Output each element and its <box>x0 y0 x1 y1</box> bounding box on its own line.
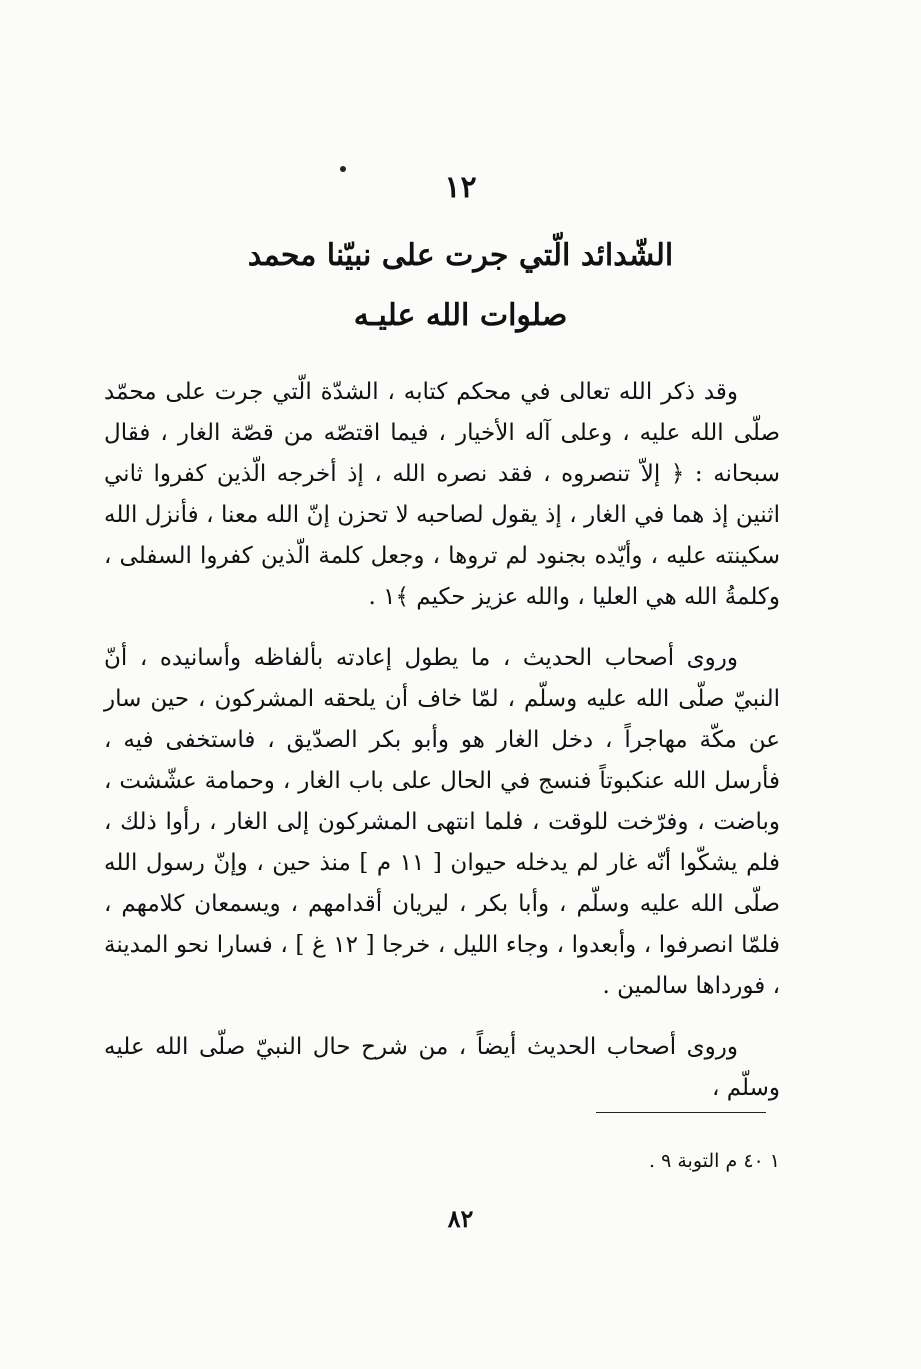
chapter-title-line-2: صلوات الله عليـه <box>353 298 568 333</box>
chapter-title <box>120 226 801 346</box>
page-number: ٨٢ <box>447 1204 474 1233</box>
paragraph-3: وروى أصحاب الحديث أيضاً ، من شرح حال النبيّ صلّى الله عليه وسلّم ، <box>104 1034 780 1101</box>
chapter-title-line-1: الشّدائد الّتي جرت على نبيّنا محمد <box>247 238 674 273</box>
chapter-number: ١٢ <box>444 170 477 205</box>
paragraph-1: وقد ذكر الله تعالى في محكم كتابه ، الشدّة الّتي جرت على محمّد صلّى الله عليه ، وعلى آله الأخيار ، فيما اقتصّه من قصّة الغار ، فقال سبحانه : ﴿ إلاّ تنصروه ، فقد نصره الله ، إذ أخرجه الّذين كفروا ثاني اثنين إذ هما في الغار ، إذ يقول لصاحبه لا تحزن إنّ الله معنا ، فأنزل الله سكينته عليه ، وأيّده بجنود لم تروها ، وجعل كلمة الّذين كفروا السفلى ، وكلمةُ الله هي العليا ، والله عزيز حكيم ﴾١ . <box>104 379 780 610</box>
paragraph-2: وروى أصحاب الحديث ، ما يطول إعادته بألفاظه وأسانيده ، أنّ النبيّ صلّى الله عليه وسلّم ، لمّا خاف أن يلحقه المشركون ، حين سار عن مكّة مهاجراً ، دخل الغار هو وأبو بكر الصدّيق ، فاستخفى فيه ، فأرسل الله عنكبوتاً فنسج في الحال على باب الغار ، وحمامة عشّشت ، وباضت ، وفرّخت للوقت ، فلما انتهى المشركون إلى الغار ، رأوا ذلك ، فلم يشكّوا أنّه غار لم يدخله حيوان [ ١١ م ] منذ حين ، وإنّ رسول الله صلّى الله عليه وسلّم ، وأبا بكر ، ليريان أقدامهم ، ويسمعان كلامهم ، فلمّا انصرفوا ، وأبعدوا ، وجاء الليل ، خرجا [ ١٢ غ ] ، فسارا نحو المدينة ، فورداها سالمين . <box>104 645 781 999</box>
footnote: ١ ٤٠ م التوبة ٩ . <box>649 1150 780 1172</box>
body-text <box>104 372 780 1129</box>
footnote-divider <box>596 1112 766 1113</box>
